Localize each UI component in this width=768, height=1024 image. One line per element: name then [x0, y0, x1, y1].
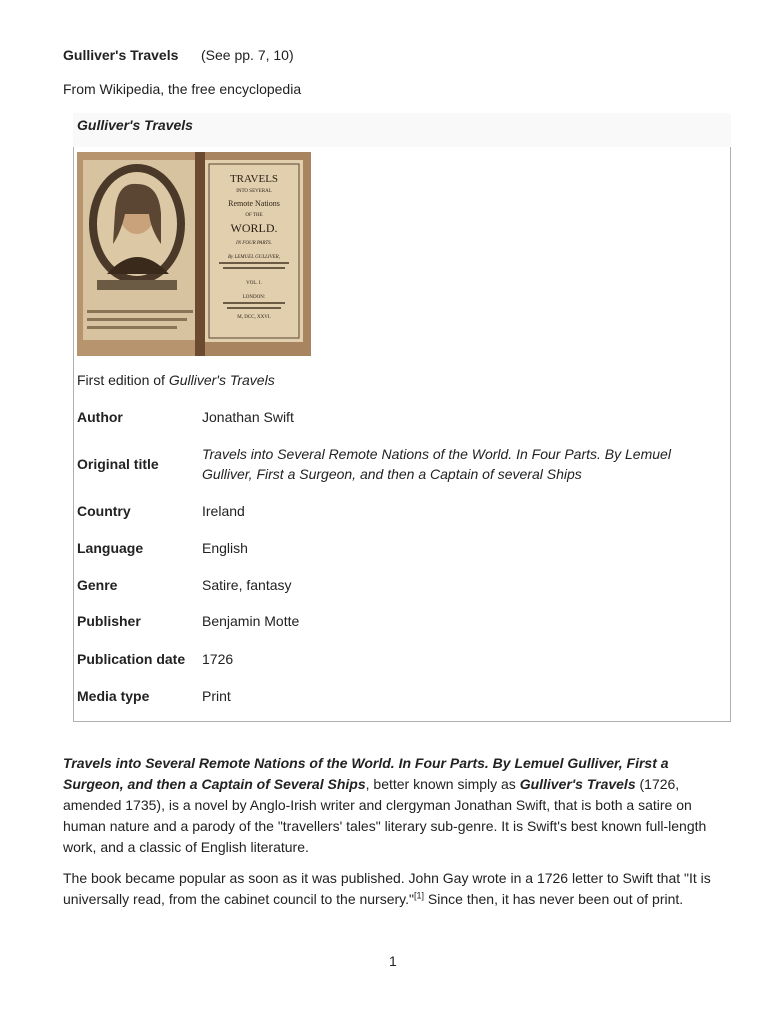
citation-ref[interactable]: [1] — [414, 890, 425, 901]
intro-connector: , better known simply as — [365, 776, 520, 792]
language-label: Language — [77, 540, 144, 556]
cover-line3: Remote Nations — [228, 199, 280, 208]
cover-line7: By LEMUEL GULLIVER, — [228, 255, 280, 260]
document-title: Gulliver's Travels — [63, 47, 179, 63]
media-type-value: Print — [202, 688, 231, 704]
cover-line2: INTO SEVERAL — [236, 189, 272, 194]
cover-line1: TRAVELS — [229, 173, 279, 185]
full-title-bold: Travels into Several Remote Nations of the World. In Four Parts. By Lemuel Gulliver, First a Surgeon, and then a Captain of Several Ships — [63, 755, 669, 792]
image-caption — [77, 372, 275, 388]
publication-date-label: Publication date — [77, 651, 186, 667]
media-type-label: Media type — [77, 688, 150, 704]
short-title-bold: Gulliver's Travels — [519, 776, 636, 792]
cover-line5: WORLD. — [230, 221, 278, 235]
genre-label: Genre — [77, 577, 118, 593]
country-value[interactable]: Ireland — [202, 503, 245, 519]
cover-line9: LONDON: — [242, 295, 266, 300]
page-number: 1 — [389, 953, 397, 969]
first-edition-cover-image[interactable] — [77, 152, 311, 356]
publisher-label: Publisher — [77, 613, 141, 629]
page-reference-note: (See pp. 7, 10) — [201, 47, 294, 63]
cover-line4: OF THE — [245, 213, 263, 218]
popularity-text-start: The book became popular as soon as it was published. John Gay wrote in a 1726 letter to Swift that "It is universally read, from the cabinet council to the nursery." — [63, 870, 711, 907]
cover-line10: M, DCC, XXVI. — [237, 315, 271, 320]
publisher-value[interactable]: Benjamin Motte — [202, 613, 300, 629]
infobox-caption: Gulliver's Travels — [77, 117, 193, 133]
cover-line6: IN FOUR PARTS. — [236, 241, 272, 246]
original-title-value: Travels into Several Remote Nations of the World. In Four Parts. By Lemuel Gulliver, First a Surgeon, and then a Captain of several Ships — [202, 446, 671, 482]
intro-paragraph — [63, 753, 723, 858]
country-label: Country — [77, 503, 131, 519]
image-caption-title: Gulliver's Travels — [168, 372, 275, 388]
source-line: From Wikipedia, the free encyclopedia — [63, 81, 302, 97]
popularity-paragraph — [63, 868, 723, 910]
publication-date-value: 1726 — [202, 651, 234, 667]
language-value[interactable]: English — [202, 540, 248, 556]
popularity-text-end: Since then, it has never been out of print. — [424, 891, 684, 907]
author-value[interactable]: Jonathan Swift — [202, 409, 294, 425]
image-caption-prefix: First edition of — [77, 372, 169, 388]
author-label: Author — [77, 409, 123, 425]
original-title-label: Original title — [77, 456, 159, 472]
cover-line8: VOL. I. — [246, 281, 262, 286]
genre-value[interactable]: Satire, fantasy — [202, 577, 292, 593]
intro-rest: (1726, amended 1735), is a novel by Anglo-Irish writer and clergyman Jonathan Swift, that is both a satire on human nature and a parody of the "travellers' tales" literary sub-genre. It is Swift's best known full-length work, and a classic of English literature. — [63, 776, 707, 855]
